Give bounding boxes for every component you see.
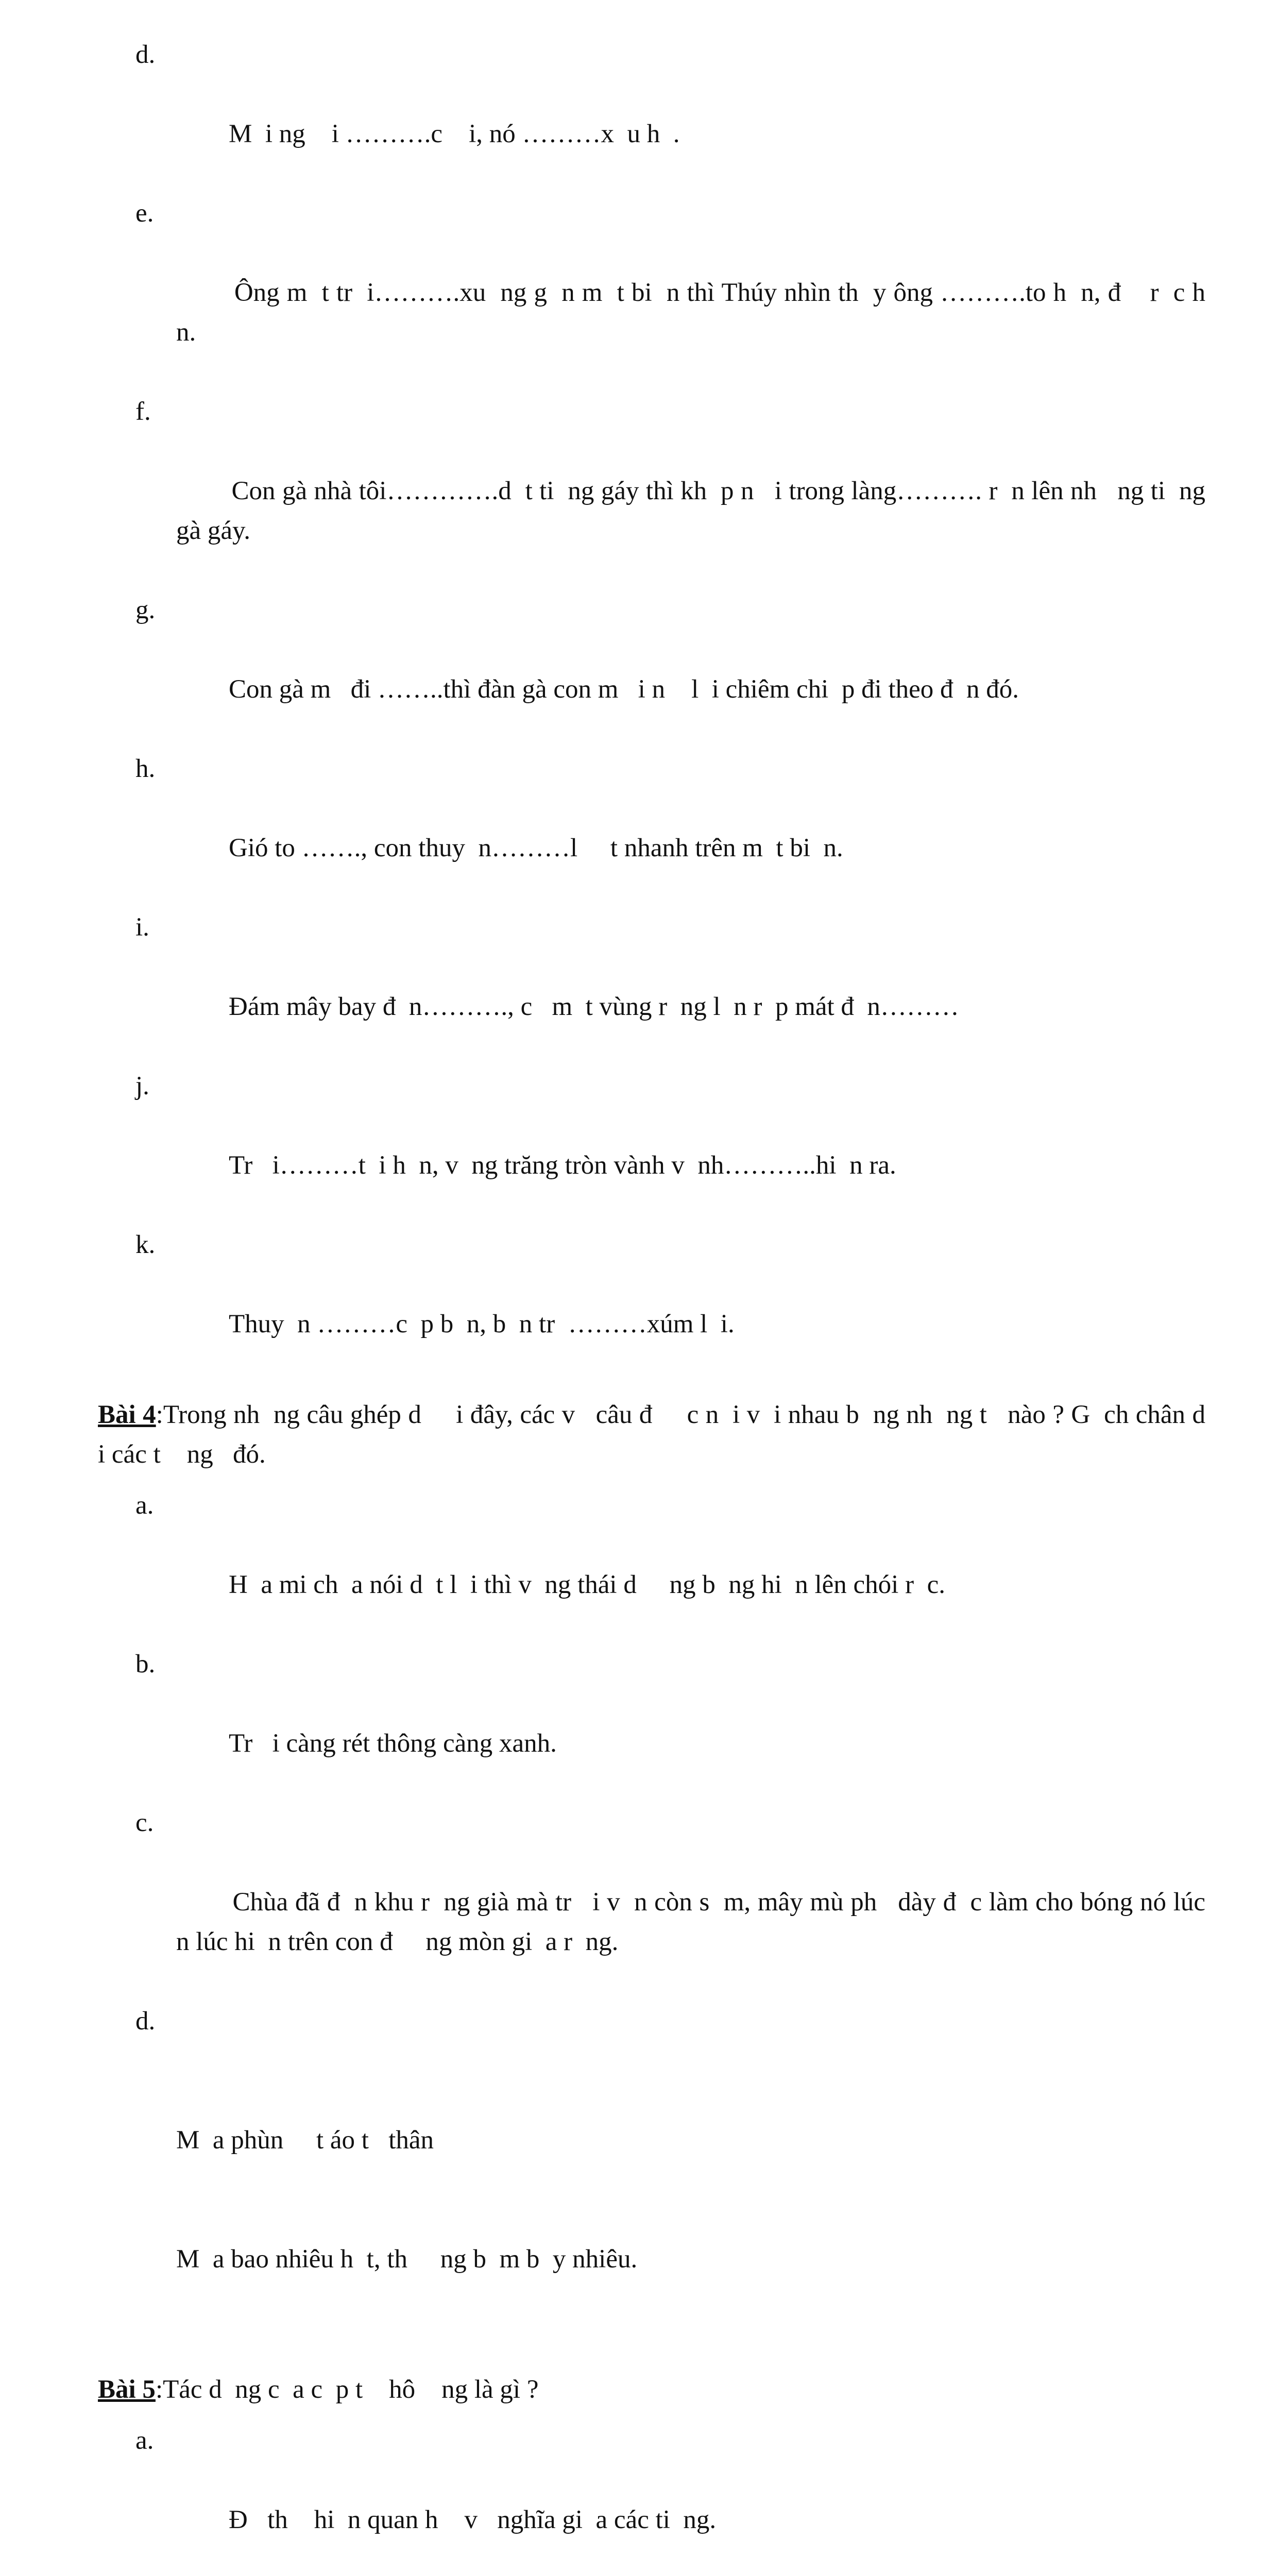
list-marker: a. — [135, 1491, 154, 1520]
list-item — [98, 1645, 1205, 1803]
document-content — [98, 35, 1238, 2576]
list-item — [98, 590, 1205, 749]
list-marker: f. — [135, 397, 151, 426]
bai3-continued-list — [98, 35, 1219, 1384]
bai5-heading — [98, 2370, 1205, 2410]
list-item-text: Con gà nhà tôi………….d t ti ng gáy thì kh p n i trong làng………. r n lên nh ng ti ng gà gáy. — [176, 477, 1212, 545]
list-marker: c. — [135, 1808, 154, 1837]
list-item-text: H a mi ch a nói d t l i thì v ng thái d ng b ng hi n lên chói r c. — [229, 1570, 945, 1599]
list-marker: j. — [135, 1072, 149, 1100]
list-item-text: M i ng i ……….c i, nó ………x u h . — [229, 120, 680, 148]
list-marker: i. — [135, 913, 149, 942]
list-marker: h. — [135, 754, 156, 783]
list-item — [98, 2002, 1205, 2359]
list-item — [98, 2421, 1205, 2576]
poem-line: M a phùn t áo t thân — [176, 2126, 434, 2155]
list-item — [98, 1066, 1205, 1225]
bai4-list — [98, 1486, 1225, 2359]
list-item — [98, 908, 1205, 1066]
list-item — [98, 392, 1212, 590]
list-item — [98, 1486, 1205, 1645]
poem-line: M a bao nhiêu h t, th ng b m b y nhiêu. — [176, 2245, 638, 2274]
list-marker: d. — [135, 2007, 156, 2036]
list-item-text: Con gà m đi ……..thì đàn gà con m i n l i chiêm chi p đi theo đ n đó. — [229, 675, 1019, 704]
bai5-prompt: :Tác d ng c a c p t hô ng là gì ? — [155, 2375, 539, 2404]
list-item-text: Gió to ……., con thuy n………l t nhanh trên m t bi n. — [229, 834, 843, 862]
bai5-list — [98, 2421, 1205, 2576]
bai4-prompt: :Trong nh ng câu ghép d i đây, các v câu đ c n i v i nhau b ng nh ng t nào ? G ch chân d i các t ng đó. — [98, 1400, 1238, 1469]
list-item-text: Đám mây bay đ n………., c m t vùng r ng l n r p mát đ n……… — [229, 992, 959, 1021]
bai4-heading — [98, 1395, 1238, 1475]
list-marker: e. — [135, 199, 154, 228]
list-item-text: Tr i………t i h n, v ng trăng tròn vành v nh………..hi n ra. — [229, 1151, 896, 1180]
list-item-text: Đ th hi n quan h v nghĩa gi a các ti ng. — [229, 2505, 717, 2534]
bai4-label: Bài 4 — [98, 1400, 156, 1429]
list-item — [98, 1803, 1225, 2002]
list-item — [98, 1225, 1205, 1384]
list-marker: k. — [135, 1230, 156, 1259]
list-marker: a. — [135, 2426, 154, 2455]
list-item-text: Tr i càng rét thông càng xanh. — [229, 1729, 557, 1758]
list-marker: d. — [135, 40, 156, 69]
list-item — [98, 749, 1205, 908]
list-item — [98, 35, 1205, 194]
list-item-text: Chùa đã đ n khu r ng già mà tr i v n còn s m, mây mù ph dày đ c làm cho bóng nó lúc n lúc hi n trên con đ ng mòn gi a r ng. — [176, 1888, 1225, 1956]
bai5-label: Bài 5 — [98, 2375, 156, 2404]
list-marker: g. — [135, 596, 156, 624]
list-item-text: Ông m t tr i……….xu ng g n m t bi n thì Thúy nhìn th y ông ……….to h n, đ r c h n. — [176, 278, 1219, 347]
list-item — [98, 194, 1219, 392]
list-marker: b. — [135, 1650, 156, 1679]
list-item-text: Thuy n ………c p b n, b n tr ………xúm l i. — [229, 1310, 735, 1338]
